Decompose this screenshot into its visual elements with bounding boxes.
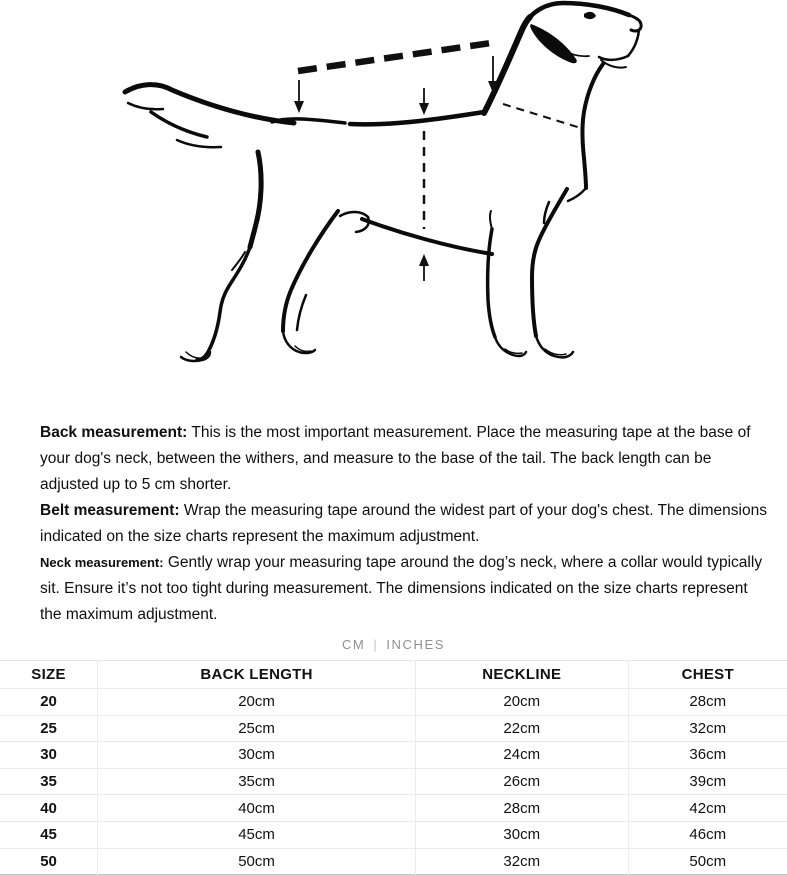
cell-chest: 42cm [628,795,787,822]
neck-measurement-text: Gently wrap your measuring tape around the dog’s neck, where a collar would typically sit. Ensure it’s not too tight during measurement. The dimensions indicated on the size charts represent the maximum adjustment. [40,554,763,623]
unit-toggle [0,637,787,652]
belt-up-arrow [419,254,429,281]
dog-nose [629,15,641,31]
mid-back-down-arrow [419,88,429,115]
cell-size: 50 [40,852,57,870]
cell-chest: 39cm [628,768,787,795]
cell-back-length: 35cm [98,768,416,795]
cell-size: 45 [0,821,98,848]
cell-neckline: 24cm [416,742,628,769]
dog-head [484,3,641,113]
cell-size: 30 [0,742,98,769]
back-measurement-label: Back measurement: [40,424,188,441]
dog-chest-line [568,64,603,201]
tail-base-down-arrow [294,80,304,113]
dog-tail [125,85,294,148]
table-row [0,742,787,769]
header-neckline: NECKLINE [416,661,628,689]
header-back-length: BACK LENGTH [98,661,416,689]
cell-size: 35 [0,768,98,795]
belt-measurement-paragraph [40,498,770,550]
cell-back-length: 25cm [98,715,416,742]
cell-size: 40 [0,795,98,822]
cell-size: 20 [0,689,98,716]
belt-measurement-text: Wrap the measuring tape around the widest part of your dog's chest. The dimensions indicated on the size charts represent the maximum adjustment. [40,502,767,545]
cell-neckline: 22cm [416,715,628,742]
header-chest: CHEST [628,661,787,689]
measurement-instructions [0,412,787,628]
cell-size: 25 [0,715,98,742]
back-measurement-text: This is the most important measurement. Place the measuring tape at the base of your dog's neck, between the withers, and measure to the base of the tail. The back length can be adjusted up to 5 cm shorter. [40,424,751,493]
table-row [0,821,787,848]
table-header-row [0,661,787,689]
unit-inches-button[interactable]: INCHES [378,637,453,652]
dog-front-legs [488,189,573,357]
dog-belly-line [340,212,492,254]
unit-cm-button[interactable]: CM [334,637,373,652]
cell-back-length: 50cm [98,848,416,875]
dog-ear [530,24,577,63]
cell-neckline: 20cm [416,689,628,716]
unit-toggle-separator: | [373,637,379,652]
belt-measurement-label: Belt measurement: [40,502,180,519]
cell-back-length: 45cm [98,821,416,848]
table-row [0,768,787,795]
cell-neckline: 26cm [416,768,628,795]
cell-chest: 28cm [628,689,787,716]
back-measurement-paragraph [40,420,770,498]
cell-neckline: 30cm [416,821,628,848]
dog-measurement-diagram [0,0,787,412]
cell-back-length: 40cm [98,795,416,822]
neck-measurement-paragraph [40,550,770,628]
dog-illustration [125,3,641,361]
dog-back-line [272,112,484,124]
cell-neckline: 28cm [416,795,628,822]
neck-measurement-label: Neck measurement: [40,555,164,570]
back-length-dashed-line [298,43,491,71]
cell-back-length: 20cm [98,689,416,716]
dog-mouth [599,56,628,60]
cell-back-length: 30cm [98,742,416,769]
size-chart-table [0,660,787,875]
neck-dashed-line [503,104,584,129]
table-row [0,689,787,716]
dog-hind-legs [181,152,338,361]
table-row [0,848,787,875]
cell-chest: 50cm [628,848,787,875]
cell-neckline: 32cm [416,848,628,875]
table-row [0,715,787,742]
cell-chest: 36cm [628,742,787,769]
table-row [0,795,787,822]
cell-chest: 46cm [628,821,787,848]
header-size: SIZE [0,661,98,689]
measurement-overlays [294,43,584,281]
cell-chest: 32cm [628,715,787,742]
dog-eye [584,12,596,19]
